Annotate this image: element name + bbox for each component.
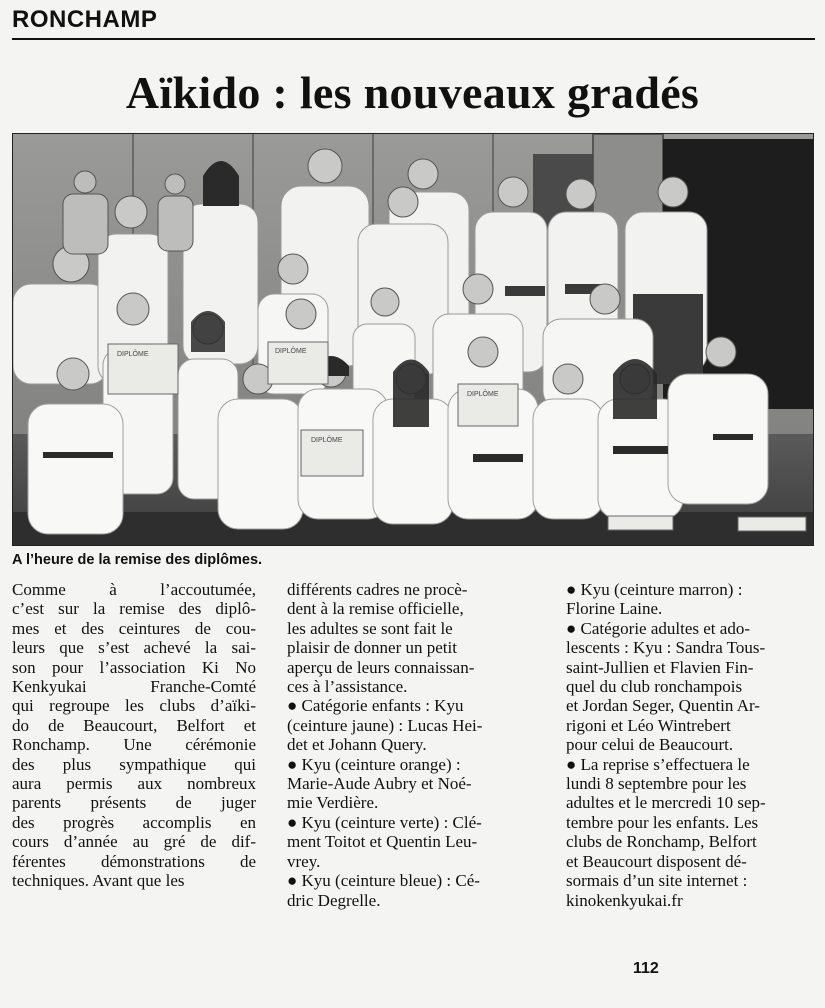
text-line: férentes démonstrations de — [12, 851, 256, 871]
photo-certificate-text: DIPLÔME — [311, 437, 343, 444]
text-line: Ronchamp. Une cérémonie — [12, 735, 256, 755]
text-line: vrey. — [287, 851, 321, 871]
text-line: techniques. Avant que les — [12, 871, 185, 891]
text-line: son pour l’association Ki No — [12, 657, 256, 677]
section-rule — [12, 38, 815, 40]
text-line: c’est sur la remise des diplô- — [12, 599, 256, 619]
text-line: ● La reprise s’effectuera le — [566, 754, 750, 774]
text-line: et Jordan Seger, Quentin Ar- — [566, 696, 760, 716]
text-line: ces à l’assistance. — [287, 677, 408, 697]
text-line: les adultes se sont fait le — [287, 618, 453, 638]
text-line: ment Toitot et Quentin Leu- — [287, 832, 478, 852]
text-line: saint-Jullien et Flavien Fin- — [566, 657, 754, 677]
text-line: qui regroupe les clubs d’aïki- — [12, 696, 256, 716]
text-line: aura permis aux nombreux — [12, 774, 256, 794]
text-line: adultes et le mercredi 10 sep- — [566, 793, 766, 813]
text-line: kinokenkyukai.fr — [566, 890, 683, 910]
text-line: aperçu de leurs connaissan- — [287, 657, 475, 677]
text-line: cours d’année au gré de dif- — [12, 832, 256, 852]
text-line: ● Kyu (ceinture bleue) : Cé- — [287, 871, 480, 891]
text-line: rigoni et Léo Wintrebert — [566, 715, 731, 735]
text-line: Marie-Aude Aubry et Noé- — [287, 774, 472, 794]
group-photo — [12, 133, 814, 546]
text-line: différents cadres ne procè- — [287, 580, 468, 599]
text-line: clubs de Ronchamp, Belfort — [566, 832, 757, 852]
text-line: Comme à l’accoutumée, — [12, 580, 256, 599]
text-line: lescents : Kyu : Sandra Tous- — [566, 638, 766, 658]
article-column-2 — [287, 580, 535, 910]
text-line: mie Verdière. — [287, 793, 379, 813]
text-line: des progrès accomplis en — [12, 812, 256, 832]
text-line: mes et des ceintures de cou- — [12, 618, 256, 638]
text-line: lundi 8 septembre pour les — [566, 774, 747, 794]
text-line: Kenkyukai Franche-Comté — [12, 677, 256, 697]
photo-certificate-text: DIPLÔME — [467, 391, 499, 398]
text-line: tembre pour les enfants. Les — [566, 812, 759, 832]
text-line: ● Kyu (ceinture orange) : — [287, 754, 461, 774]
photo-certificate-text: DIPLÔME — [275, 348, 307, 355]
text-line: pour celui de Beaucourt. — [566, 735, 734, 755]
photo-caption: A l’heure de la remise des diplômes. — [12, 552, 263, 568]
text-line: sormais d’un site internet : — [566, 871, 748, 891]
text-line: ● Catégorie enfants : Kyu — [287, 696, 464, 716]
text-line: do de Beaucourt, Belfort et — [12, 715, 256, 735]
text-line: des plus sympathique qui — [12, 754, 256, 774]
text-line: ● Kyu (ceinture marron) : — [566, 580, 743, 599]
text-line: det et Johann Query. — [287, 735, 427, 755]
photo-certificate-text: DIPLÔME — [117, 351, 149, 358]
article-column-3 — [566, 580, 814, 910]
article-column-1 — [12, 580, 256, 891]
section-rubric: RONCHAMP — [12, 6, 158, 33]
text-line: ● Kyu (ceinture verte) : Clé- — [287, 812, 482, 832]
text-line: leurs que s’est achevé la sai- — [12, 638, 256, 658]
text-line: (ceinture jaune) : Lucas Hei- — [287, 715, 483, 735]
text-line: dric Degrelle. — [287, 890, 381, 910]
article-headline: Aïkido : les nouveaux gradés — [125, 67, 700, 118]
page-number: 112 — [633, 960, 659, 977]
text-line: quel du club ronchampois — [566, 677, 743, 697]
text-line: ● Catégorie adultes et ado- — [566, 618, 750, 638]
text-line: et Beaucourt disposent dé- — [566, 851, 747, 871]
text-line: dent à la remise officielle, — [287, 599, 464, 619]
text-line: plaisir de donner un petit — [287, 638, 457, 658]
text-line: Florine Laine. — [566, 599, 663, 619]
text-line: parents présents de juger — [12, 793, 256, 813]
